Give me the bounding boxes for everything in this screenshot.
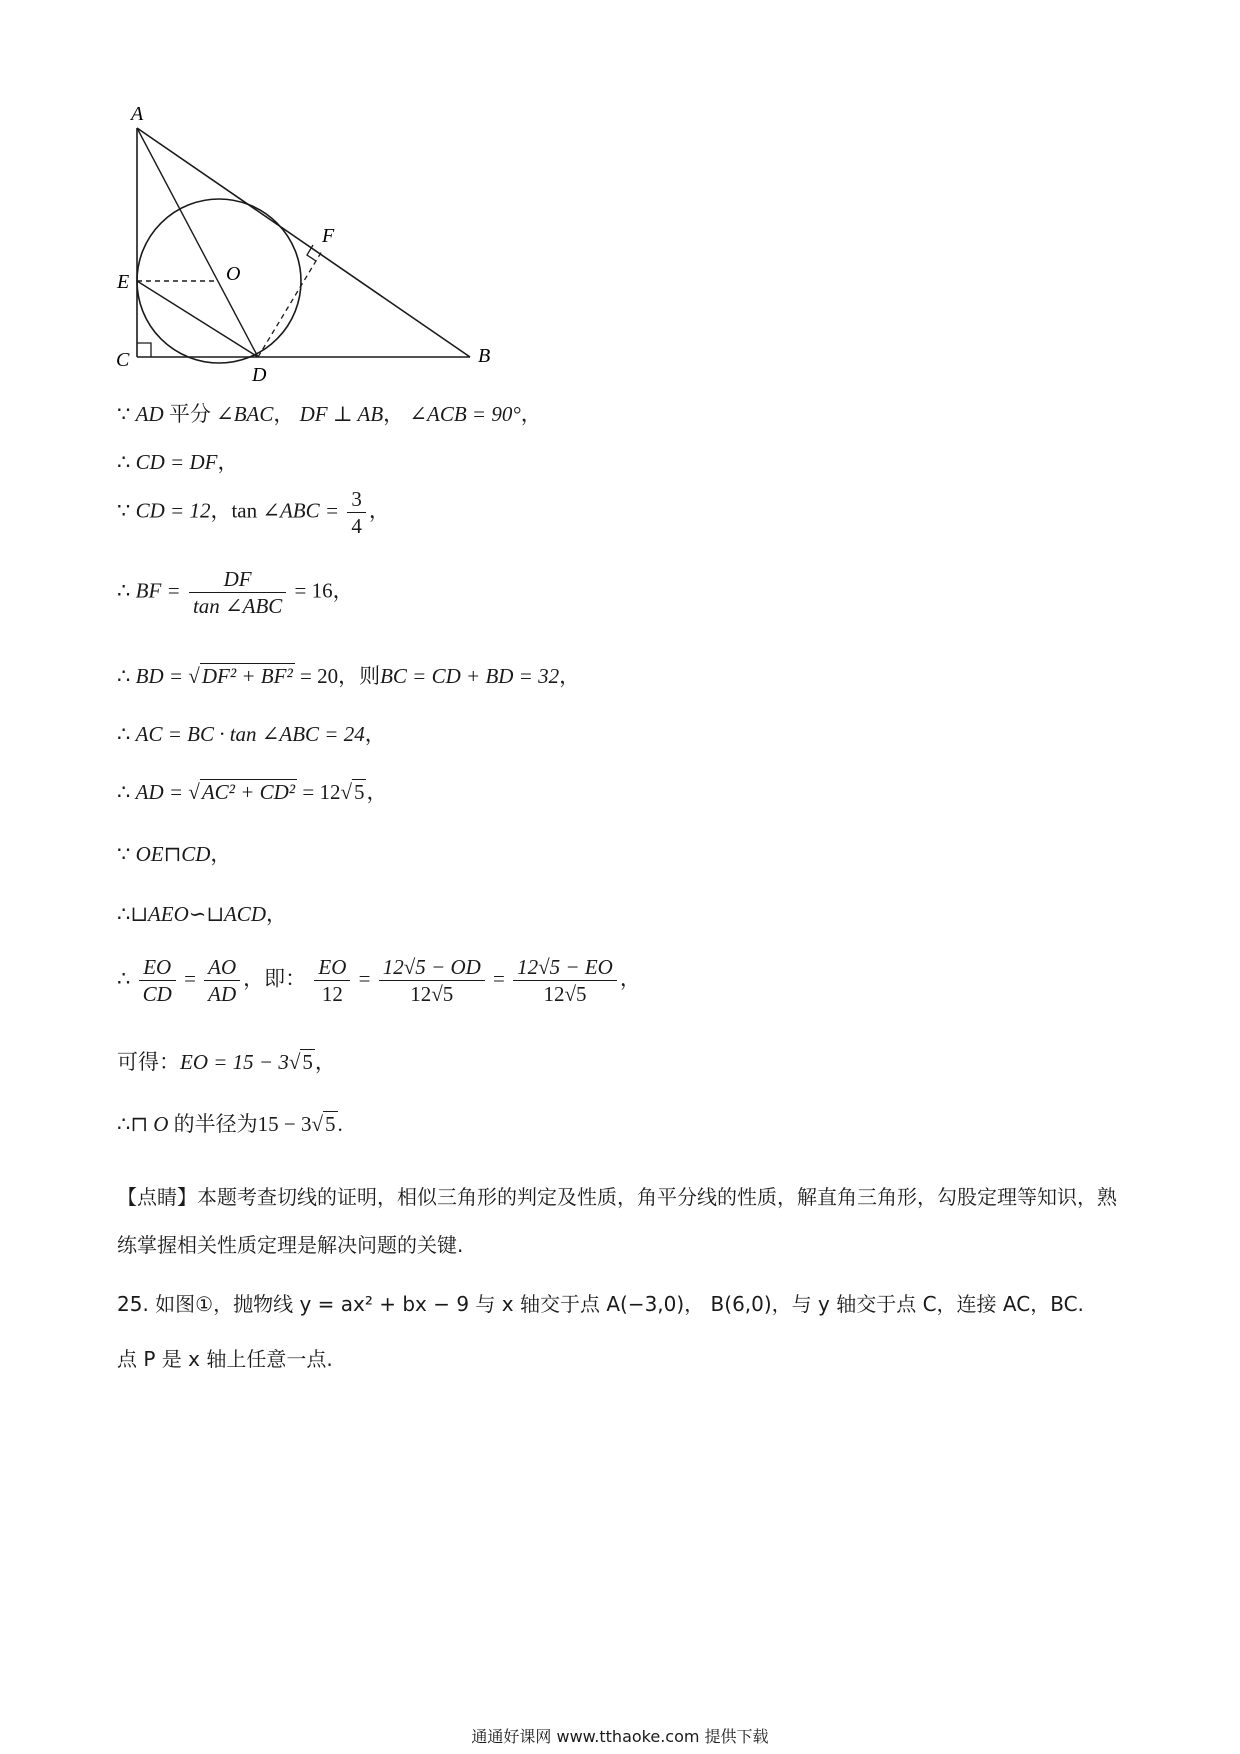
expr: = 12 (302, 780, 341, 804)
denominator: 4 (351, 514, 362, 539)
question-25-line-1: 25. 如图①，抛物线 y = ax² + bx − 9 与 x 轴交于点 A(−3,0)， B(6,0)，与 y 轴交于点 C，连接 AC，BC. (117, 1292, 1084, 1316)
punct: ， (217, 450, 239, 474)
label-b: B (478, 345, 491, 367)
question-25-line-2: 点 P 是 x 轴上任意一点. (117, 1347, 333, 1371)
sqrt: √5 (288, 1050, 313, 1074)
text: ，则 (338, 664, 381, 688)
radicand: 5 (325, 1112, 336, 1136)
expr: DF ⊥ AB (299, 402, 384, 426)
label-c: C (116, 349, 130, 371)
proof-line-2 (117, 450, 238, 475)
proof-line-1 (117, 402, 542, 427)
expr: EO = 15 − 3 (180, 1050, 289, 1074)
proof-line-8 (117, 842, 231, 867)
expr: = 16 (294, 578, 333, 603)
fraction (139, 954, 176, 1008)
punct: ， (559, 664, 581, 688)
label-o: O (226, 263, 241, 285)
punct: . (337, 1112, 343, 1136)
denominator: 12√5 (410, 982, 454, 1007)
numerator: EO (314, 954, 350, 981)
radicand: DF² + BF² (201, 664, 293, 688)
segment-df (258, 251, 322, 357)
numerator: 12√5 − OD (379, 954, 485, 981)
punct: ， (273, 402, 295, 426)
expr: ∠ACB = 90° (409, 402, 521, 426)
radicand: 5 (353, 780, 365, 804)
text: ，tan (210, 498, 258, 523)
punct: ， (366, 780, 388, 804)
expr: 15 − 3 (257, 1112, 312, 1136)
therefore-symbol: ∴ (117, 780, 131, 804)
proof-line-12 (117, 1112, 343, 1137)
expr: CD = DF (135, 450, 218, 474)
fraction (204, 954, 240, 1008)
radicand: AC² + CD² (201, 780, 296, 804)
right-angle-f (307, 245, 316, 261)
label-d: D (252, 364, 267, 386)
fraction (314, 954, 350, 1008)
text: 的半径为 (168, 1112, 258, 1136)
denominator: AD (208, 982, 237, 1007)
therefore-symbol: ∴ (117, 664, 131, 688)
expr: O (153, 1112, 169, 1136)
proof-line-7 (117, 780, 387, 805)
side-ab (137, 128, 470, 357)
punct: ， (314, 1050, 336, 1074)
text: ，即： (243, 966, 307, 991)
sqrt: √AC² + CD² (188, 780, 296, 804)
punct: ， (619, 966, 641, 991)
question-25 (117, 1277, 1127, 1387)
fraction-3-4 (347, 486, 366, 540)
punct: ， (383, 402, 405, 426)
proof-line-6 (117, 722, 386, 747)
numerator: 12√5 − EO (513, 954, 617, 981)
expr: ∠ABC = (262, 498, 340, 523)
equals: = (358, 966, 371, 991)
fraction (379, 954, 485, 1008)
label-e: E (117, 271, 130, 293)
expr: BF = (135, 578, 181, 603)
expr: BD = (135, 664, 184, 688)
punct: ， (364, 722, 386, 746)
punct: ， (368, 498, 390, 523)
expr: BC = CD + BD = 32 (380, 664, 560, 688)
therefore-symbol: ∴ (117, 902, 131, 926)
commentary-note: 【点睛】本题考查切线的证明，相似三角形的判定及性质，角平分线的性质，解直角三角形，勾股定理等知识，熟练掌握相关性质定理是解决问题的关键. (117, 1185, 1117, 1257)
therefore-symbol: ∴ (117, 966, 131, 991)
therefore-symbol: ∴ (117, 1112, 131, 1136)
text: 可得： (117, 1050, 180, 1074)
therefore-symbol: ∴ (117, 578, 131, 603)
equals: = (493, 966, 505, 991)
expr: CD = 12 (135, 498, 211, 523)
text: 平分 (163, 402, 217, 426)
numerator: 3 (347, 486, 366, 513)
page-footer: 通通好课网 www.tthaoke.com 提供下载 (471, 1727, 769, 1746)
because-symbol: ∵ (117, 498, 131, 523)
fraction-df-tan (189, 566, 286, 620)
denominator: 12√5 (543, 982, 587, 1007)
fraction (513, 954, 617, 1008)
sqrt: √5 (311, 1112, 336, 1136)
expr: ∠BAC (216, 402, 274, 426)
therefore-symbol: ∴ (117, 450, 131, 474)
numerator: EO (139, 954, 176, 981)
because-symbol: ∵ (117, 402, 131, 426)
proof-line-3 (117, 486, 390, 540)
denominator: tan ∠ABC (192, 594, 283, 619)
punct: ， (265, 902, 287, 926)
circle-symbol: ⊓ (130, 1112, 148, 1136)
expr: AD (135, 402, 164, 426)
expr: AD = (135, 780, 184, 804)
denominator: CD (142, 982, 172, 1007)
label-a: A (131, 103, 144, 125)
sqrt: √DF² + BF² (188, 664, 293, 688)
right-angle-c (137, 343, 151, 357)
because-symbol: ∵ (117, 842, 131, 866)
expr: = 20 (300, 664, 339, 688)
punct: ， (332, 578, 354, 603)
expr: AC = BC · tan ∠ABC = 24 (135, 722, 365, 746)
proof-line-4 (117, 566, 354, 620)
expr: OE⊓CD (135, 842, 211, 866)
segment-ed (137, 281, 258, 357)
radicand: 5 (302, 1050, 313, 1074)
proof-line-5 (117, 664, 580, 689)
label-f: F (322, 225, 335, 247)
sqrt: √5 (340, 780, 365, 804)
punct: ， (520, 402, 542, 426)
punct: ， (210, 842, 232, 866)
triangle-circle-diagram (100, 96, 500, 386)
numerator: AO (204, 954, 240, 981)
proof-line-9 (117, 902, 287, 927)
proof-line-10 (117, 954, 641, 1008)
therefore-symbol: ∴ (117, 722, 131, 746)
segment-ad (137, 128, 258, 357)
denominator: 12 (321, 982, 343, 1007)
geometry-figure (100, 96, 500, 386)
equals: = (184, 966, 196, 991)
expr: ⊔AEO∽⊔ACD (130, 902, 266, 926)
numerator: DF (189, 566, 286, 593)
proof-line-11 (117, 1050, 336, 1075)
